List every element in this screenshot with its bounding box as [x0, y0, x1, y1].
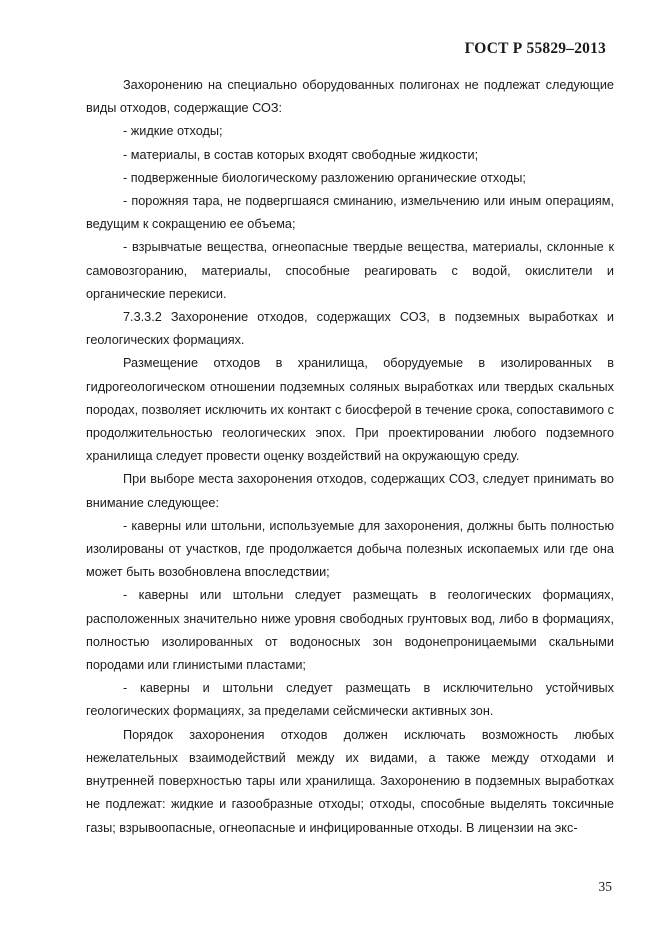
list-item: - каверны и штольни следует размещать в исключительно устойчивых геологических формациях, за пределами сейсмически активных зон. — [86, 681, 614, 719]
list-item: - взрывчатые вещества, огнеопасные твердые вещества, материалы, склонные к самовозгоранию, материалы, способные реагировать с водой, окислители и органические перекиси. — [86, 240, 614, 301]
paragraph: Порядок захоронения отходов должен исключать возможность любых нежелательных взаимодействий между их видами, а также между отходами и внутренней поверхностью тары или хранилища. Захоронению в подземных выработках не подлежат: жидкие и газообразные отходы; отходы, способные выделять токсичные газы; взрывоопасные, огнеопасные и инфицированные отходы. В лицензии на экс- — [86, 727, 614, 835]
list-item: - каверны или штольни следует размещать в геологических формациях, расположенных значительно ниже уровня свободных грунтовых вод, либо в формациях, полностью изолированных от водоносных зон водонепроницаемыми скальными породами или глинистыми пластами; — [86, 588, 614, 673]
page-number: 35 — [598, 879, 612, 894]
paragraph: Захоронению на специально оборудованных полигонах не подлежат следующие виды отходов, содержащие СОЗ: — [86, 78, 614, 116]
paragraph: Размещение отходов в хранилища, оборудуемые в изолированных в гидрогеологическом отношении подземных соляных выработках или твердых скальных породах, позволяет исключить их контакт с биосферой в течение срока, сопоставимого с продолжительностью геологических эпох. При проектировании любого подземного хранилища следует провести оценку воздействий на окружающую среду. — [86, 356, 614, 464]
section-heading: 7.3.3.2 Захоронение отходов, содержащих СОЗ, в подземных выработках и геологических формациях. — [86, 310, 614, 348]
list-item: - жидкие отходы; — [123, 124, 223, 139]
list-item: - каверны или штольни, используемые для захоронения, должны быть полностью изолированы от участков, где продолжается добыча полезных ископаемых или где она может быть возобновлена впоследствии; — [86, 518, 614, 580]
list-item: - подверженные биологическому разложению органические отходы; — [123, 170, 526, 185]
paragraph: При выборе места захоронения отходов, содержащих СОЗ, следует принимать во внимание следующее: — [86, 472, 614, 510]
document-header: ГОСТ Р 55829–2013 — [464, 40, 606, 57]
list-item: - порожняя тара, не подвергшаяся сминанию, измельчению или иным операциям, ведущим к сокращению ее объема; — [86, 194, 614, 232]
document-body — [86, 74, 614, 840]
list-item: - материалы, в состав которых входят свободные жидкости; — [123, 147, 479, 162]
